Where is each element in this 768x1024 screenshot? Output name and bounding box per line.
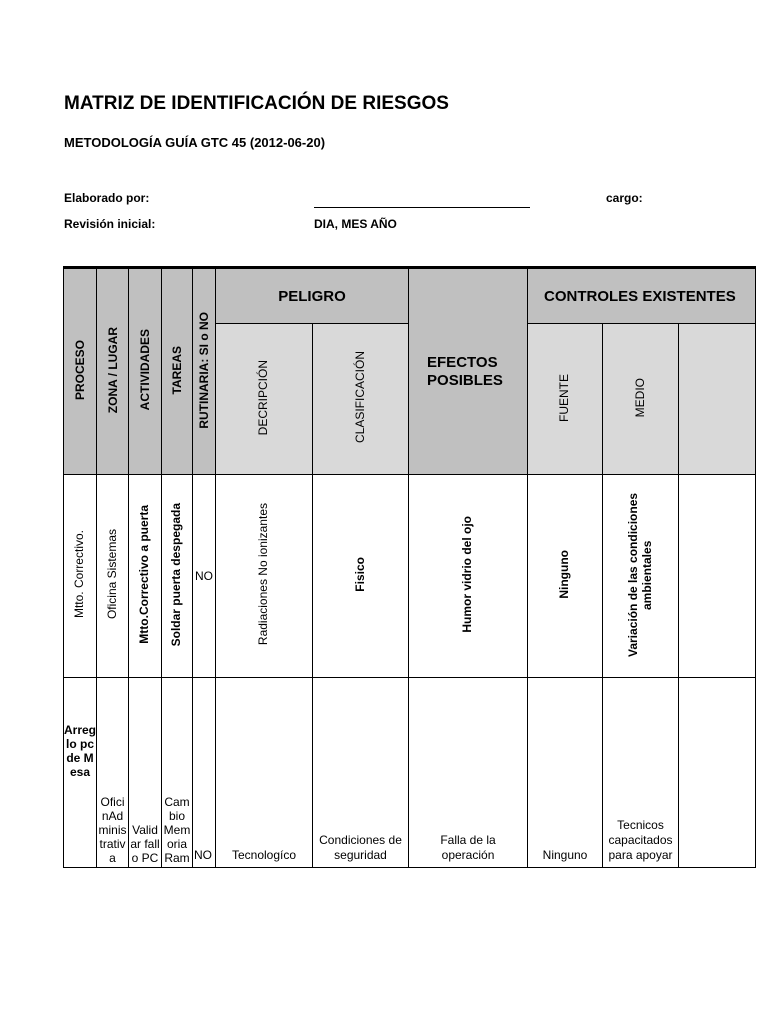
cell-actividades: Mtto.Correctivo a puerta [129,475,162,678]
revision-label: Revisión inicial: [64,217,156,231]
header-rutinaria: RUTINARIA: SI o NO [193,268,216,475]
cell-extra [679,475,756,678]
cell-efectos: Falla de la operación [409,678,528,868]
cell-descripcion: Tecnologíco [216,678,313,868]
cell-medio: Tecnicos capacitados para apoyar [603,678,679,868]
cell-actividades: Validar fallo PC [129,678,162,868]
risk-matrix-table [63,266,736,865]
header-zona: ZONA / LUGAR [97,268,129,475]
cell-tareas: Soldar puerta despegada [162,475,193,678]
cell-extra [679,678,756,868]
cell-fuente: Ninguno [528,678,603,868]
header-fuente: FUENTE [528,324,603,475]
signature-line [314,207,530,208]
header-medio: MEDIO [603,324,679,475]
header-descripcion: DECRIPCIÓN [216,324,313,475]
header-extra [679,324,756,475]
cell-rutinaria: NO [193,678,216,868]
header-tareas: TAREAS [162,268,193,475]
document-subtitle: METODOLOGÍA GUÍA GTC 45 (2012-06-20) [64,135,326,150]
revision-value: DIA, MES AÑO [314,217,397,231]
cell-efectos: Humor vidrio del ojo [409,475,528,678]
cell-descripcion: Radiaciones No ionizantes [216,475,313,678]
header-efectos: EFECTOS POSIBLES [409,268,528,475]
document-title: MATRIZ DE IDENTIFICACIÓN DE RIESGOS [64,93,449,114]
header-controles: CONTROLES EXISTENTES [528,268,756,324]
cell-clasificacion: Fisico [313,475,409,678]
header-peligro: PELIGRO [216,268,409,324]
cell-proceso: Arreglo pc de Mesa [64,678,97,868]
header-proceso: PROCESO [64,268,97,475]
cargo-label: cargo: [606,191,643,205]
cell-clasificacion: Condiciones de seguridad [313,678,409,868]
cell-tareas: Cambio Memoria Ram [162,678,193,868]
table-row [64,678,756,868]
elaborado-label: Elaborado por: [64,191,150,205]
cell-rutinaria: NO [193,475,216,678]
cell-proceso: Mtto. Correctivo. [64,475,97,678]
cell-zona: Oficina Sistemas [97,475,129,678]
table-row [64,475,756,678]
cell-fuente: Ninguno [528,475,603,678]
cell-medio: Variación de las condiciones ambientales [603,475,679,678]
header-actividades: ACTIVIDADES [129,268,162,475]
cell-zona: OficinAdministrativa [97,678,129,868]
header-clasificacion: CLASIFICACIÓN [313,324,409,475]
